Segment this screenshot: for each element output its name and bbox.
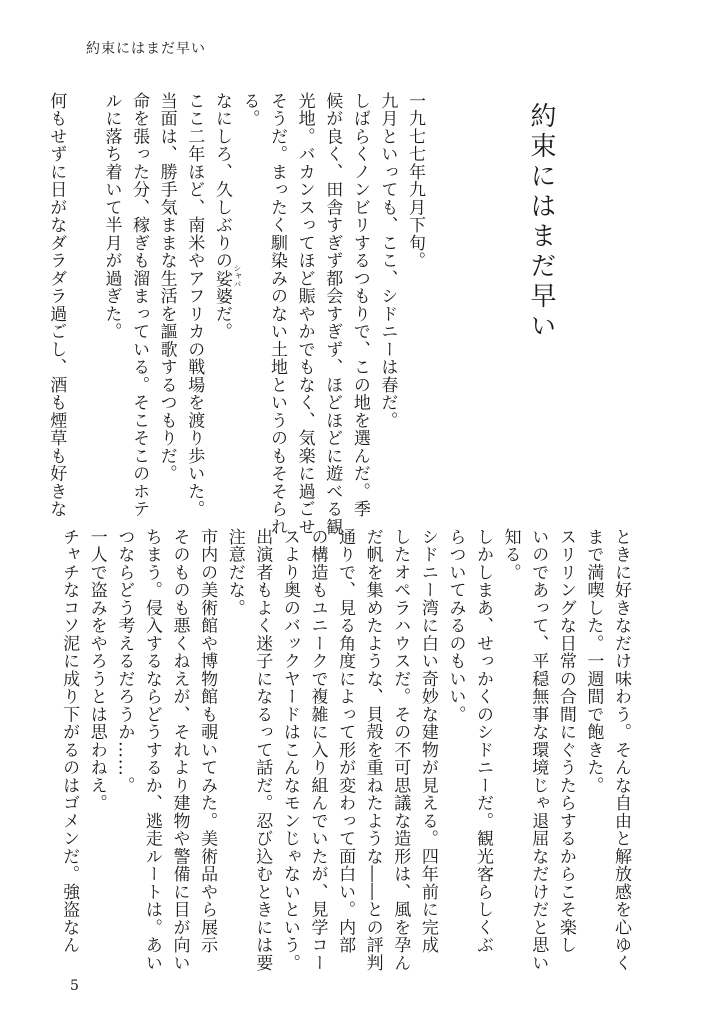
text-line: ちまう。侵入するならどうするか、逃走ルートは。あい [141, 528, 162, 972]
text-line: 九月といっても、ここ、シドニーは春だ。 [377, 92, 398, 430]
text-block-lower [55, 528, 634, 972]
text-line: だ帆を集めたような、貝殻を重ねたような――との評判 [362, 528, 383, 972]
text-line: 一九七七年九月下旬。 [405, 92, 425, 270]
text-line: チャチなコソ泥に成り下がるのはゴメンだ。強盗なん [59, 528, 80, 954]
text-line: 光地。バカンスってほど賑やかでもなく、気楽に過ごせ [294, 92, 315, 536]
text-line: そのものも悪くねえが、それより建物や警備に目が向い [169, 528, 190, 972]
text-line: 知る。 [500, 528, 521, 582]
text-line: そうだ。まったく馴染みのない土地というのもそそられ [267, 92, 288, 536]
text-line: らついてみるのもいい。 [445, 528, 466, 724]
ruby-base: 娑婆 [211, 269, 232, 305]
text-line: しかしまあ、せっかくのシドニーだ。観光客らしくぶ [473, 528, 494, 954]
ruby-line-suffix: だ。 [211, 305, 232, 341]
ruby-reading: シャバ [232, 263, 242, 288]
running-head: 約束にはまだ早い [86, 41, 206, 57]
text-line: 何もせずに日がなダラダラ過ごし、酒も煙草も好きな [46, 92, 67, 518]
ruby-word [211, 263, 242, 306]
text-line: シドニー湾に白い奇妙な建物が見える。四年前に完成 [417, 528, 438, 954]
text-line: 出演者もよく迷子になるって話だ。忍び込むときには要 [252, 528, 273, 972]
text-line: 通りで、見る角度によって形が変わって面白い。内部 [335, 528, 356, 954]
text-line: の構造もユニークで複雑に入り組んでいたが、見学コー [307, 528, 328, 972]
text-line: 一人で盗みをやろうとは思わねえ。 [86, 528, 107, 812]
text-line: いのであって、平穏無事な環境じゃ退屈なだけだと思い [528, 528, 549, 972]
chapter-title: 約束にはまだ早い [526, 102, 556, 342]
text-line: スより奥のバックヤードはこんなモンじゃないという。 [279, 528, 300, 972]
text-line: 市内の美術館や博物館も覗いてみた。美術品やら展示 [197, 528, 218, 954]
text-line: ルに落ち着いて半月が過ぎた。 [101, 92, 122, 341]
text-line-with-ruby [207, 92, 242, 508]
text-line: 注意だな。 [224, 528, 245, 617]
text-line: 当面は、勝手気ままな生活を謳歌するつもりだ。 [156, 92, 177, 483]
text-line: 候が良く、田舎すぎず都会すぎず、ほどほどに遊べる観 [322, 92, 343, 536]
text-line: しばらくノンビリするつもりで、この地を選んだ。季 [349, 92, 370, 518]
text-line: ここ二年ほど、南米やアフリカの戦場を渡り歩いた。 [184, 92, 205, 518]
text-line: 命を張った分、稼ぎも溜まっている。そこそこのホテ [129, 92, 150, 518]
text-line: る。 [239, 92, 260, 128]
ruby-line-prefix: なにしろ、久しぶりの [211, 92, 232, 270]
text-line: スリリングな日常の合間にぐうたらするからこそ楽し [555, 528, 576, 954]
text-line: ときに好きなだけ味わう。そんな自由と解放感を心ゆく [611, 528, 631, 972]
text-line [69, 92, 97, 508]
text-line: したオペラハウスだ。その不可思議な造形は、風を孕ん [390, 528, 411, 972]
page-number: 5 [70, 978, 79, 994]
text-line: まで満喫した。一週間で飽きた。 [583, 528, 604, 795]
text-block-upper [42, 92, 428, 536]
text-line: つならどう考えるだろうか……。 [114, 528, 135, 795]
